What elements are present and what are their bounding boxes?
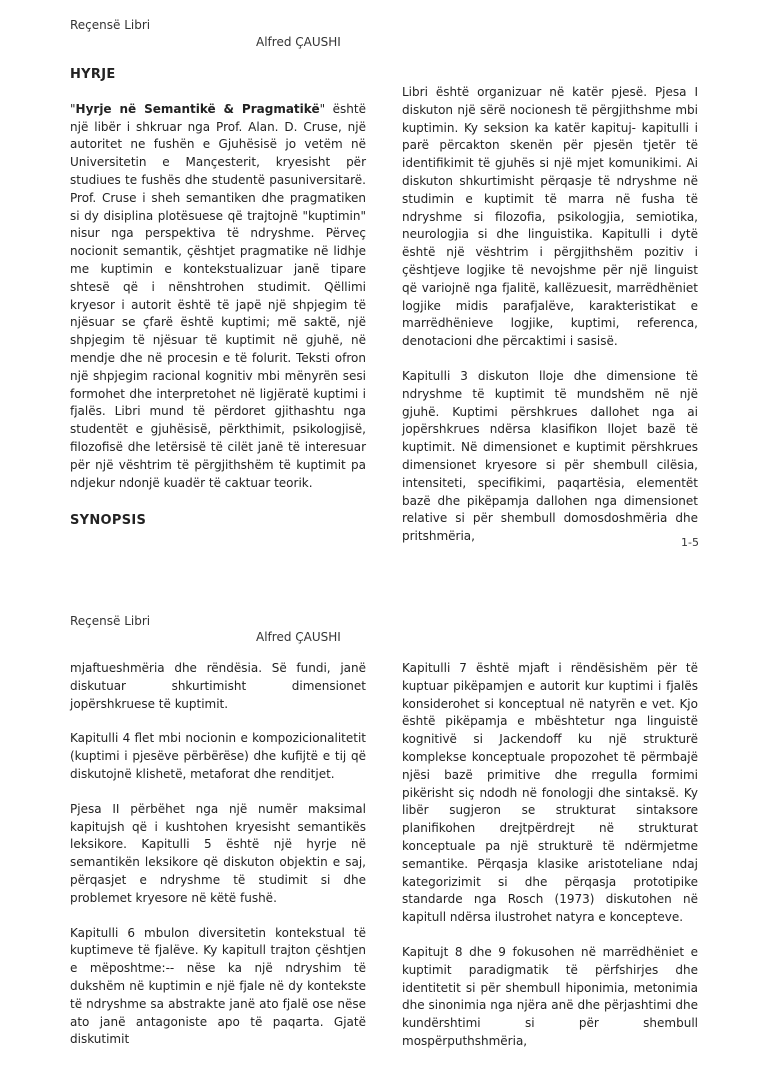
intro-paragraph xyxy=(70,101,366,493)
section-heading-intro: HYRJE xyxy=(70,67,116,82)
running-header-author: Alfred ÇAUSHI xyxy=(256,630,341,644)
page-number: 1-5 xyxy=(681,536,699,549)
left-column xyxy=(70,660,366,1066)
running-header-title: Reçensë Libri xyxy=(70,18,151,32)
book-title: Hyrje në Semantikë & Pragmatikë xyxy=(75,101,320,116)
paragraph: Kapitujt 8 dhe 9 fokusohen në marrëdhëniet e kuptimit paradigmatik të përfshirjes dhe identitetit si për shembull hiponimia, metonimia dhe sinonimia nga njëra anë dhe përjashtimi dhe kundërshtimi si për shembull mospërputhshmëria, xyxy=(402,944,698,1048)
paragraph: mjaftueshmëria dhe rëndësia. Së fundi, janë diskutuar shkurtimisht dimensionet jopërshkruese të kuptimit. xyxy=(70,661,366,711)
right-column xyxy=(402,660,698,1068)
document-page-2 xyxy=(0,600,768,1048)
synopsis-paragraph-1: Libri është organizuar në katër pjesë. Pjesa I diskuton një sërë nocionesh të përgjithshme mbi kuptimin. Ky seksion ka katër kapituj- kapitulli i parë përcakton skenën për pjesën tjetër të identifikimit të gjuhës si një mjet komunikimi. Ai diskuton shkurtimisht përqasje të ndryshme në studimin e kuptimit të marra në fusha të ndryshme si filozofia, psikologjia, semiotika, neurologjia si dhe linguistika. Kapitulli i dytë është një vështrim i përgjithshëm pozitiv i çështjeve logjike të nevojshme për një linguist që variojnë nga fjalitë, kallëzuesit, marrëdhëniet logjike midis parafjalëve, karakteristikat e marrëdhënieve logjike, kuptimi, referenca, denotacioni dhe përcaktimi i sasisë. xyxy=(402,85,698,349)
section-heading-synopsis: SYNOPSIS xyxy=(70,513,147,529)
paragraph: Pjesa II përbëhet nga një numër maksimal kapitujsh që i kushtohen kryesisht semantikës leksikore. Kapitulli 5 është një hyrje në semantikën leksikore që diskuton objektin e saj, përqasjet e ndryshme të studimit si dhe problemet kryesore në këtë fushë. xyxy=(70,801,366,905)
left-column xyxy=(70,66,366,547)
quote-mark: " xyxy=(70,101,76,116)
running-header-title: Reçensë Libri xyxy=(70,614,151,628)
right-column xyxy=(402,84,698,563)
paragraph: Kapitulli 6 mbulon diversitetin kontekstual të kuptimeve të fjalëve. Ky kapitull trajton çështjen e mëposhtme:-- nëse ka një ndryshim të dukshëm në kuptimin e një fjale në dy kontekste të ndryshme sa abstrakte janë ato fjalë ose nëse ato janë antagoniste apo të paqarta. Gjatë diskutimit xyxy=(70,925,366,1047)
synopsis-paragraph-2: Kapitulli 3 diskuton lloje dhe dimensione të ndryshme të kuptimit të mundshëm në një gjuhë. Kuptimi përshkrues dallohet nga ai jopërshkrues ndërsa klasifikon llojet bazë të kuptimit. Në dimensionet e kuptimit përshkrues dimensionet kryesore si për shembull cilësia, intensiteti, specifikimi, paqartësia, elementët bazë dhe pikëpamja dallohen nga dimensionet relative si për shembull domosdoshmëria dhe pritshmëria, xyxy=(402,368,698,544)
intro-text: " është një libër i shkruar nga Prof. Alan. D. Cruse, një autoritet ne fushën e Gjuhësisë jo vetëm në Universitetin e Mançesterit, kryesisht për studiues te fushës dhe studentë pasuniversitarë. Prof. Cruse i sheh semantiken dhe pragmatiken si dy disiplina plotësuese që trajtojnë "kuptimin" nisur nga perspektiva të ndryshme. Përveç nocionit semantik, çështjet pragmatike në lidhje me kuptimin e kontekstualizuar janë tipare shtesë që i nënshtrohen studimit. Qëllimi kryesor i autorit është të japë një shpjegim të njësuar se çfarë është kuptimi; më saktë, një shpjegim të njësuar të kuptimit në gjuhë, në mendje dhe në procesin e të folurit. Teksti ofron një shpjegim racional kognitiv mbi mënyrën sesi formohet dhe interpretohet në ligjëratë kuptimi i fjalës. Libri mund të përdoret gjithashtu nga studentët e gjuhësisë, përkthimit, psikologjisë, filozofisë dhe letërsisë të cilët janë të interesuar për një vështrim të përgjithshëm të kuptimit pa ndjekur ndonjë kuadër të caktuar teorik. xyxy=(70,101,366,490)
paragraph: Kapitulli 4 flet mbi nocionin e kompozicionalitetit (kuptimi i pjesëve përbërëse) dhe kufijtë e tij që diskutojnë klishetë, metaforat dhe renditjet. xyxy=(70,731,366,781)
running-header-author: Alfred ÇAUSHI xyxy=(256,35,341,49)
paragraph: Kapitulli 7 është mjaft i rëndësishëm për të kuptuar pikëpamjen e autorit kur kuptimi i fjalës konsiderohet si konceptual në natyrën e vet. Kjo është pikëpamja e mbështetur nga linguistë kognitivë si Jackendoff ku një strukturë komplekse konceptuale propozohet të përmbajë njësi bazë primitive dhe rregulla formimi pikërisht siç ndodh në fonologji dhe sintaksë. Ky libër sugjeron se strukturat sintaksore planifikohen drejtpërdrejt në strukturat konceptuale pa një strukturë të ndërmjetme semantike. Përqasja klasike aristoteliane ndaj kategorizimit si dhe përqasja prototipike standarde nga Rosch (1973) diskutohen në kapitull ndërsa ilustrohet natyra e koncepteve. xyxy=(402,661,698,925)
